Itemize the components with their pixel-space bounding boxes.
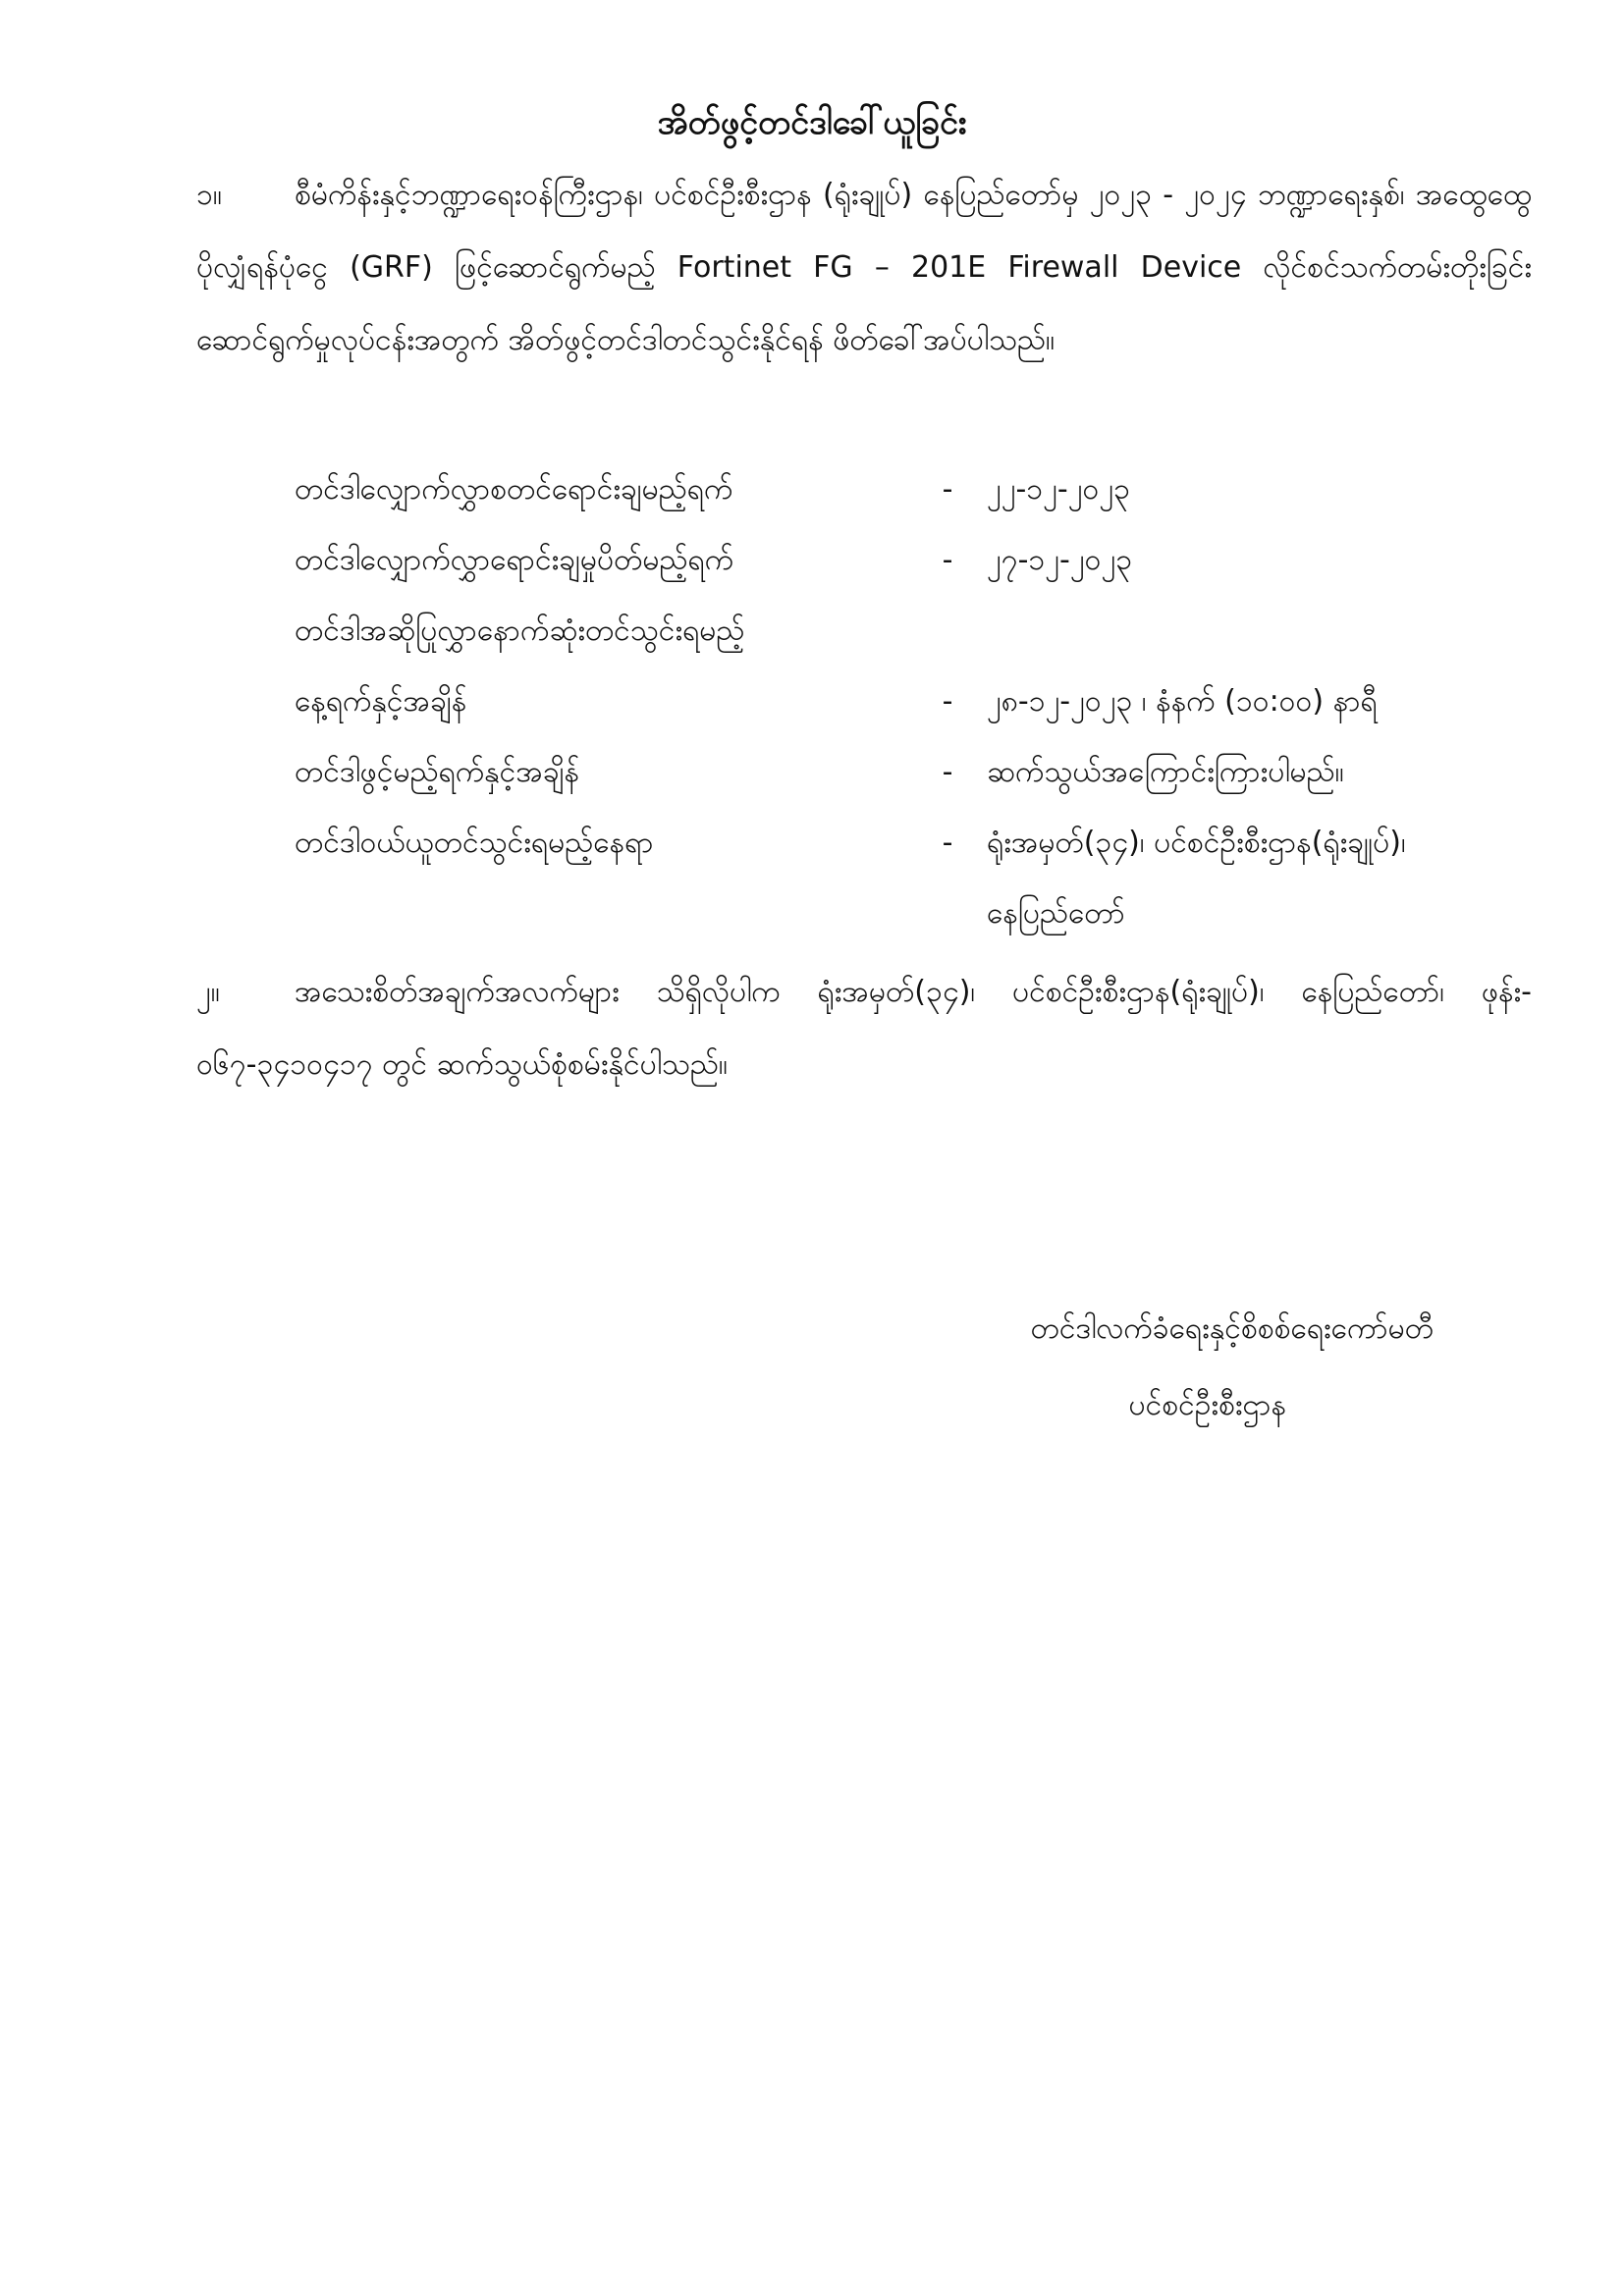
schedule-label: တင်ဒါလျှောက်လွှာစတင်ရောင်းချမည့်ရက် (295, 472, 733, 507)
schedule-row-submission-heading (295, 596, 1532, 667)
tender-schedule (295, 454, 1532, 949)
signature-block (884, 1291, 1551, 1444)
schedule-row-sale-end (295, 525, 1532, 596)
schedule-row-location (295, 808, 1532, 949)
paragraph-2-number: ၂။ (196, 975, 220, 1009)
paragraph-2-text: အသေးစိတ်အချက်အလက်များ သိရှိလိုပါက ရုံးအမှတ်(၃၄)၊ ပင်စင်ဦးစီးဌာန(ရုံးချုပ်)၊ နေပြည်တော်၊ ဖုန်း- ၀၆၇-၃၄၁၀၄၁၇ တွင် ဆက်သွယ်စုံစမ်းနိုင်ပါသည်။ (196, 975, 1532, 1082)
schedule-label: တင်ဒါဝယ်ယူတင်သွင်းရမည့်နေရာ (295, 826, 654, 860)
schedule-label: တင်ဒါအဆိုပြုလွှာနောက်ဆုံးတင်သွင်းရမည့် (295, 614, 745, 648)
schedule-value: ဆက်သွယ်အကြောင်းကြားပါမည်။ (987, 755, 1344, 789)
schedule-dash: - (942, 755, 953, 789)
schedule-row-submission-deadline (295, 667, 1532, 737)
schedule-value: ၂၇-၁၂-၂၀၂၃ (987, 543, 1133, 577)
schedule-dash: - (942, 826, 953, 860)
schedule-value: ၂၂-၁၂-၂၀၂၃ (987, 472, 1130, 507)
schedule-label: တင်ဒါဖွင့်မည့်ရက်နှင့်အချိန် (295, 755, 580, 789)
schedule-row-sale-start (295, 454, 1532, 525)
schedule-value: ၂၈-၁၂-၂၀၂၃ ၊ နံနက် (၁၀:၀၀) နာရီ (987, 684, 1378, 719)
signature-department: ပင်စင်ဦးစီးဌာန (1128, 1388, 1286, 1422)
paragraph-1-number: ၁။ (196, 178, 222, 212)
signature-committee: တင်ဒါလက်ခံရေးနှင့်စိစစ်ရေးကော်မတီ (1030, 1311, 1434, 1346)
schedule-dash: - (942, 684, 953, 719)
paragraph-2 (196, 956, 1532, 1101)
paragraph-1 (196, 159, 1532, 377)
schedule-label: နေ့ရက်နှင့်အချိန် (295, 684, 467, 719)
schedule-row-opening (295, 737, 1532, 808)
schedule-dash: - (942, 543, 953, 577)
schedule-dash: - (942, 472, 953, 507)
document-title: အိတ်ဖွင့်တင်ဒါခေါ်ယူခြင်း (657, 103, 967, 142)
paragraph-1-text: စီမံကိန်းနှင့်ဘဏ္ဍာရေးဝန်ကြီးဌာန၊ ပင်စင်ဦးစီးဌာန (ရုံးချုပ်) နေပြည်တော်မှ ၂၀၂၃ - ၂၀၂၄ ဘဏ္ဍာရေးနှစ်၊ အထွေထွေပိုလျှံရန်ပုံငွေ (GRF) ဖြင့်ဆောင်ရွက်မည့် Fortinet FG – 201E Firewall Device လိုင်စင်သက်တမ်းတိုးခြင်း ဆောင်ရွက်မှုလုပ်ငန်းအတွက် အိတ်ဖွင့်တင်ဒါတင်သွင်းနိုင်ရန် ဖိတ်ခေါ်အပ်ပါသည်။ (196, 178, 1532, 357)
schedule-value: ရုံးအမှတ်(၃၄)၊ ပင်စင်ဦးစီးဌာန(ရုံးချုပ်)၊ နေပြည်တော် (987, 826, 1406, 931)
schedule-label: တင်ဒါလျှောက်လွှာရောင်းချမှုပိတ်မည့်ရက် (295, 543, 734, 577)
